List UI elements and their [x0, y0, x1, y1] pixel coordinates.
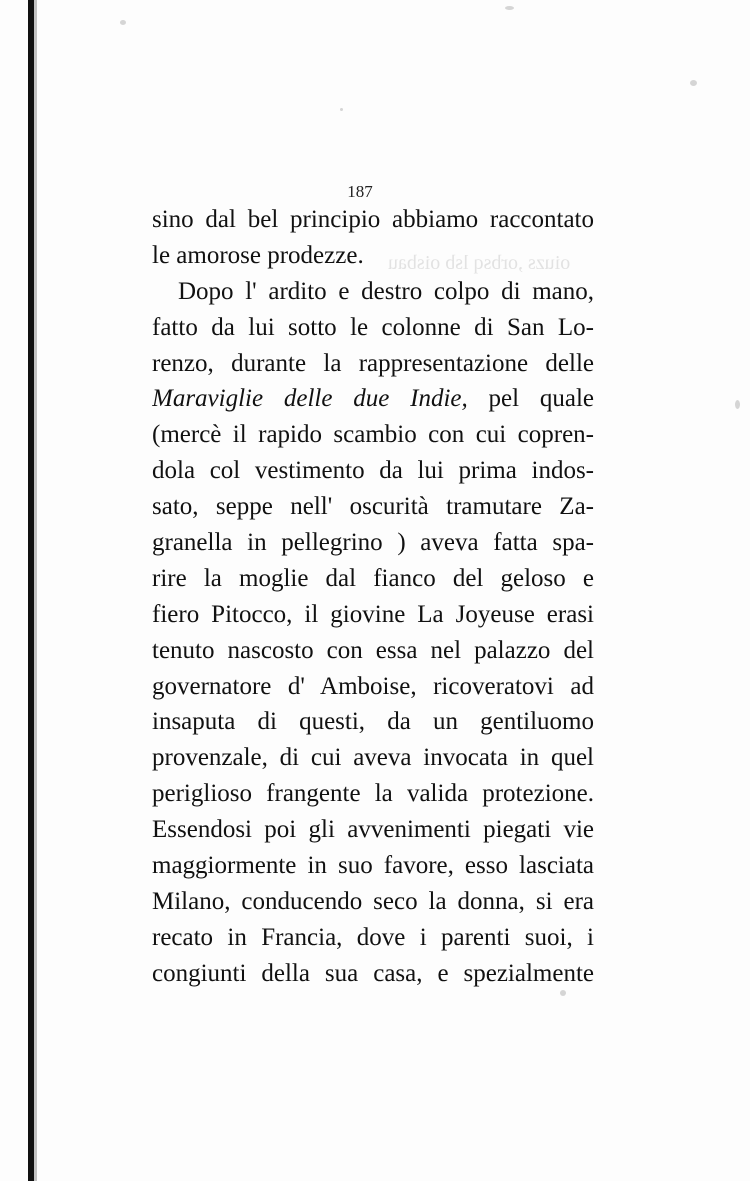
body-text — [152, 202, 594, 992]
paper-speck — [735, 400, 740, 409]
italic-title: Maraviglie delle due Indie, — [152, 385, 468, 413]
text-fragment: pel quale — [488, 385, 594, 413]
text-line: provenzale, di cui aveva invocata in quel — [152, 744, 594, 772]
text-line — [152, 381, 594, 417]
text-line: tenuto nascosto con essa nel palazzo del — [152, 636, 594, 664]
text-line: governatore d' Amboise, ricoveratovi ad — [152, 672, 594, 700]
text-line: periglioso frangente la valida protezione. — [152, 780, 594, 808]
text-line: maggiormente in suo favore, esso lasciata — [152, 852, 594, 880]
text-line: congiunti della sua casa, e spezialmente — [152, 959, 594, 987]
show-through-text: oiuzs ,orbsq lsb oisbau — [388, 252, 571, 274]
text-line: recato in Francia, dove i parenti suoi, i — [152, 923, 594, 951]
text-line: renzo, durante la rappresentazione delle — [152, 349, 594, 377]
text-line: le amorose prodezze. — [152, 241, 364, 269]
text-line: insaputa di questi, da un gentiluomo — [152, 708, 594, 736]
paper-speck — [690, 80, 697, 86]
text-line: granella in pellegrino ) aveva fatta spa- — [152, 529, 594, 557]
text-line: dola col vestimento da lui prima indos- — [152, 457, 594, 485]
text-line: fiero Pitocco, il giovine La Joyeuse erasi — [152, 600, 594, 628]
text-line: fatto da lui sotto le colonne di San Lo- — [152, 313, 594, 341]
text-line: Essendosi poi gli avvenimenti piegati vie — [152, 816, 594, 844]
paper-speck — [340, 108, 343, 111]
text-line: (mercè il rapido scambio con cui copren- — [152, 421, 594, 449]
text-line: sato, seppe nell' oscurità tramutare Za- — [152, 493, 594, 521]
page-number: 187 — [347, 182, 373, 201]
text-line: rire la moglie dal fianco del geloso e — [152, 564, 594, 592]
paper-speck — [120, 20, 126, 25]
paper-speck — [505, 6, 514, 10]
binding-shadow — [34, 0, 37, 1181]
text-line: Dopo l' ardito e destro colpo di mano, — [178, 277, 594, 305]
text-line: Milano, conducendo seco la donna, si era — [152, 887, 594, 915]
text-line: sino dal bel principio abbiamo raccontato — [152, 206, 594, 233]
